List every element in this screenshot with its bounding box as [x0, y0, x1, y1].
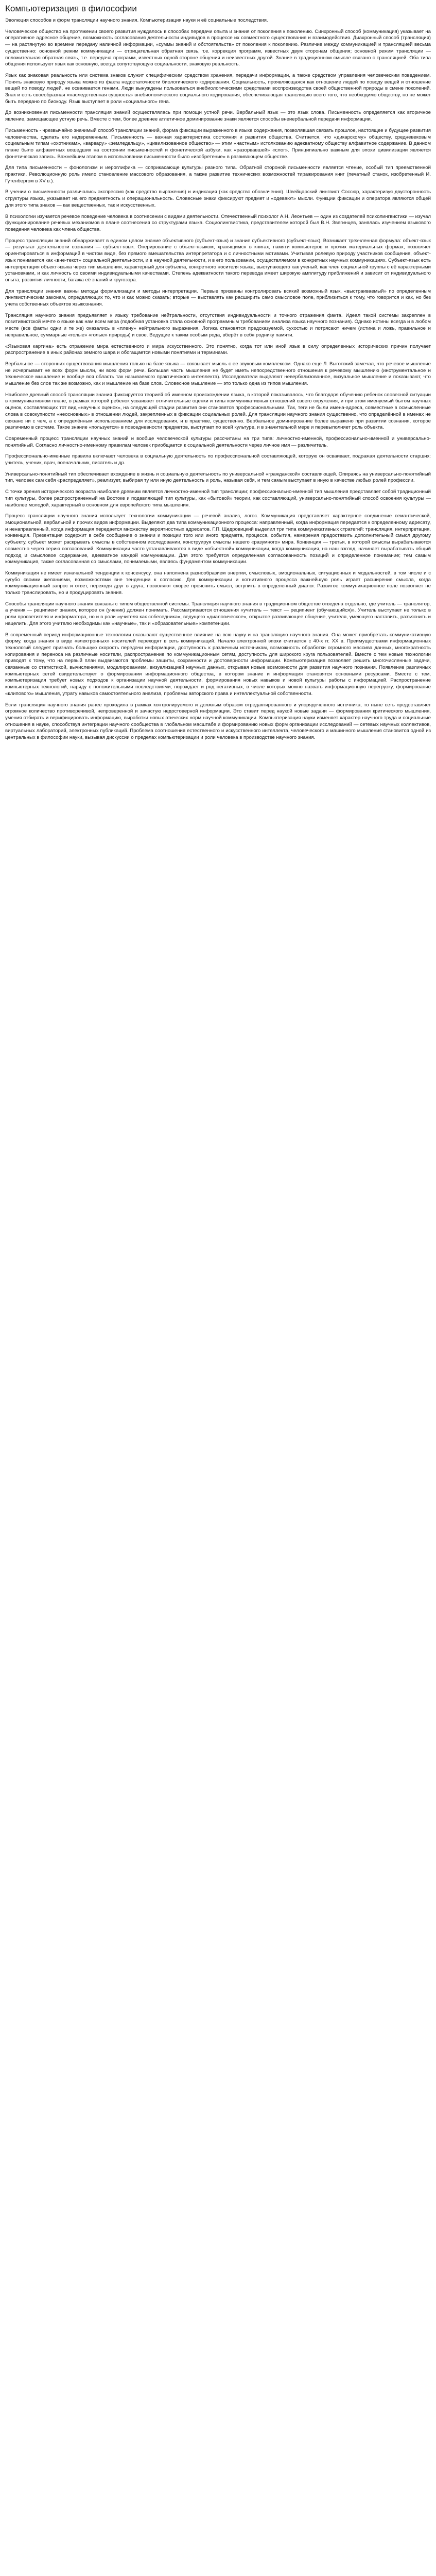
body-paragraph: Процесс трансляции знаний обнаруживает в едином целом знание объективного (субъект-язык) и знание субъективного (субъект-язык). Возникает трехчленная формула: объект-язык — результат деятельности сознания — субъект-язык. Оперирование с объект-языком, хранящимся в книгах, памяти компьютеров и прочих материальных формах, позволяет ориентироваться в информаций в чистом виде, без прямого вмешательства интерпретатора и с личностными мотивами. Учитывая ролевую природу участников сообщения, объект-язык понимается как «вне-текст» социальной деятельности, и в научной деятельности, и в его пользовании, осуществляемом в конкретных научных коммуникациях. Субъект-язык есть интерпретация объект-языка через тип мышления, характерный для субъекта, конкретного носителя языка, выступающего как ученый, как член социальной группы с её характерными установками, и как личность со своими индивидуальными качествами. Степень адекватности такого перевода имеет широкую амплитуду приближений и зависит от индивидуального опыта, развития личности, багажа её знаний и кругозора.	[5, 238, 431, 283]
document-page	[0, 0, 436, 751]
document-body	[5, 18, 431, 741]
body-paragraph: Если трансляция научного знания ранее проходила в рамках контролируемого и должным образом отредактированного и упорядоченного источника, то ныне сеть предоставляет огромное количество противоречивой, непроверенной и зачастую недостоверной информации. Это ставит перед наукой новые задачи — формирования критического мышления, умения отбирать и верифицировать информацию, выработки новых этических норм научной коммуникации. Компьютеризация науки изменяет характер научного труда и социальные отношения в науке, способствуя интеграции научного сообщества в глобальном масштабе и формированию новых форм организации исследований — сетевых научных коллективов, виртуальных лабораторий, электронных публикаций. Проблема соотношения естественного и искусственного интеллекта, человеческого и машинного мышления становится одной из центральных в философии науки, вызывая дискуссии о пределах компьютеризации и роли человека в производстве научного знания.	[5, 702, 431, 741]
body-paragraph: Для трансляции знания важны методы формализации и методы интерпретации. Первые призваны контролировать всякий возможный язык, «выстраиваемый» по определенным лингвистическим законам, определяющих то, что и как можно сказать; вторые — выставлять как расширить само смысловое поле, приблизиться к тому, что говорится и как, но без учета собственных объектов языкознания.	[5, 288, 431, 308]
body-paragraph: Универсально-понятийный тип обеспечивает вхождение в жизнь и социальную деятельность по универсальной «гражданской» составляющей. Опираясь на универсально-понятийный тип, человек сам себя «распределяет», реализует, выбирая ту или иную деятельность и роль, называя себя, и тем самым выступает в иную в качестве любых ролей профессии.	[5, 471, 431, 484]
page-title: Компьютеризация в философии	[5, 4, 137, 13]
body-paragraph: Письменность - чрезвычайно значимый способ трансляции знаний, форма фиксации выраженного в языке содержания, позволявшая связать прошлое, настоящее и будущее развития человечества, сделать его надвременным. Письменность — важная характеристика состояния и развития общества. Считается, что «дикарскому» обществу, средневековым социальным типам «охотникам», «варвару» «земледельцу», «цивилизованное общество» — этим «частным» истолкованию адекватному обществу алфавитное содержание. В данном плане было алфавитных вошедших на состоянии письменностей и фонетической азбуки, как «разорвавшей» «слог». Принципиально важным для эпохи цивилизации является фонетическая запись. Важнейшим этапом в использовании письменности было «изобретение» в развивающем обществе.	[5, 127, 431, 160]
body-paragraph: Коммуникация не имеет изначальной тенденции к консенсусу, она наполнена разнообразием энергии, смысловых, эмоциональных, ситуационных и модальностей, в том числе и с сугубо своими желаниями, возможностями вне тенденции к согласию. Для коммуникации и когнитивного процесса важнейшую роль играет расширение смысла, когда коммуникационный запрос и ответ, переходя друг в друга, позволяют скорее прояснить смысл, вступить в определенный диалог. Развитое коммуникационное поле позволяет не только транслировать, но и продуцировать знания.	[5, 570, 431, 596]
body-paragraph: Человеческое общество на протяжении своего развития нуждалось в способах передачи опыта и знания от поколения к поколению. Синхронный способ (коммуникация) указывает на оперативное адресное общение, возможность согласования деятельности индивидов в процессе их совместного существования и взаимодействия. Диахронный способ (трансляция) — на растянутую во времени передачу наличной информации, «суммы знаний и обстоятельств» от поколения к поколению. Различие между коммуникацией и трансляцией весьма существенно: основной режим коммуникации — отрицательная обратная связь, т.е. коррекция программ, известных двум сторонам общения; основной режим трансляции — положительная обратная связь, т.е. передача программ, известных одной стороне общения и неизвестных другой. Знание в традиционном смысле связано с трансляцией. Оба типа общения используют язык как основную, всегда сопутствующую социальности, знаковую реальность.	[5, 28, 431, 67]
body-paragraph: Эволюция способов и форм трансляции научного знания. Компьютеризация науки и её социальные последствия.	[5, 18, 268, 23]
body-paragraph: «Языковая картина» есть отражение мира естественного и мира искусственного. Это понятно, когда тот или иной язык в силу определенных исторических причин получает распространение в иных районах земного шара и обогащается новыми понятиями и терминами.	[5, 343, 431, 356]
body-paragraph: Для типа письменности – фонологизм и иероглифика — соприкасающе культуры разного типа. Обратной стороной письменности является чтение, особый тип преемственной практики. Революционную роль имело становление массового образования, а также развитие технических возможностей тиражирования книг (печатный станок, изобретенный И. Гутенбергом в XV в.).	[5, 165, 431, 184]
body-paragraph: В учении о письменности различались экспрессия (как средство выражения) и индикация (как средство обозначения). Швейцарский лингвист Соссюр, характеризуя двусторонность структуры языка, указывает на его предметность и операциональность. Словесные знаки фиксируют предмет и «одевают» мысли. Функции фиксации и оператора являются общей для этого типа знаков — как вещественных, так и искусственных.	[5, 189, 431, 208]
body-paragraph: Наиболее древний способ трансляции знания фиксируется теорией об именном происхождении языка, в которой показывалось, что благодаря обучению ребенок словесной ситуации в коммуникативном плане, в рамках которой ребенок усваивает отличительные оценки и типы коммуникативных отношений своего окружения, и при этом именуемый бытом научных оценок, составляющих тот вид «научных оценок», на следующей стадии развития они становятся профессиональными. Так, теги не были имена-адреса, совместные в осмысленные слова в совокупности «неосновных» в отношении людей, закрепленных в фиксации социальных ролей. Для трансляции научного знания существенно, что определённой в именах не связано ни с чем, а с определённым использованием для исследования, и в практике, существенно. Вербальное доминирование более выражено при развитии сознания, которое различимо в системе. Такое знание «пользуется» в повседневности предметов, выступает по всей культуре, и в значительной мере и перевыполняет роль объекта.	[5, 392, 431, 431]
body-paragraph: Современный процесс трансляции научных знаний и вообще человеческой культуры рассчитаны на три типа: личностно-именной, профессионально-именной и универсально-понятийный. Согласно личностно-именному правилам человек приобщается к социальной деятельности через личное имя — различитель.	[5, 435, 431, 448]
body-paragraph: Язык как знаковая реальность или система знаков служит специфическим средством хранения, передачи информации, а также средством управления человеческим поведением. Понять знаковую природу языка можно из факта недостаточности биологического кодирования. Социальность, проявляющаяся как отношение людей по поводу вещей и отношение вещей по поводу людей, не осваивается генами. Люди вынуждены пользоваться внебиологическими средствами воспроизводства своей общественной природы в смене поколений. Знак и есть своеобразная «наследственная сущность» внебиологического социального кодирования, обеспечивающая трансляцию всего того, что необходимо обществу, но не может быть передано по биокоду. Язык выступает в роли «социального» гена.	[5, 72, 431, 105]
body-paragraph: В психологии изучается речевое поведение человека в соотнесении с видами деятельности. Отечественный психолог А.Н. Леонтьев — один из создателей психолингвистики — изучал функционирование речевых механизмов в плане соотнесения со структурами языка. Социолингвистика, представителем которой был В.Н. Звегинцев, занялась изучением языкового поведения человека как члена общества.	[5, 213, 431, 232]
body-paragraph: В современный период информационные технологии оказывают существенное влияние на всю науку и на трансляцию научного знания. Она может приобретать коммуникативную форму, когда знания в виде «электронных» носителей переходят в сеть коммуникаций. Начало электронной эпохи считается с 40-х гг. XX в. Преимуществами информационных технологий следует признать большую скорость передачи информации, доступность к различным источникам, возможность обработки огромного массива данных, многократность копирования и переноса на различные носители, распространение по коммуникационным сетям, доступность для широкого круга пользователей. Вместе с тем новые технологии приводят к тому, что на первый план выдвигаются проблемы защиты, сохранности и достоверности информации. Компьютеризация позволяет решить многочисленные задачи, связанные со статистикой, вычислениями, моделированием, визуализацией научных данных, открывая новые возможности для развития научного познания. Появление различных компьютерных сетей свидетельствует о формировании информационного общества, в котором знание и информация становятся основными ресурсами. Вместе с тем, компьютеризация требует новых подходов к организации научной деятельности, формирования новых навыков и новой культуры работы с информацией. Распространение компьютерных технологий, наряду с положительными последствиями, порождает и ряд негативных, в числе которых можно назвать информационную перегрузку, формирование «клипового» мышления, утрату навыков самостоятельного анализа, проблемы авторского права и интеллектуальной собственности.	[5, 632, 431, 697]
body-paragraph: До возникновения письменности трансляция знаний осуществлялась при помощи устной речи. Вербальный язык — это язык слова. Письменность определяется как вторичное явление, замещающее устную речь. Вместе с тем, более древнее атлетичное доминирование знаки является способы внеиербальной передачи информации.	[5, 110, 431, 123]
body-paragraph: Профессионально-именные правила включают человека в социальную деятельность по профессиональной составляющей, которую он осваивает, подражая деятельности старших: учитель, ученик, врач, военачальник, писатель и др.	[5, 453, 431, 466]
body-paragraph: Трансляция научного знания предъявляет к языку требование нейтральности, отсутствия индивидуальности и точного отражения факта. Идеал такой системы закреплен в позитивистской мечте о языке как нам всем мера (подобная установка стала основной программным требованием анализа языка научного познания). Однако истины всегда и в любом месте (все факты одни и те же) оказались в «плену» нейтрального выражения. Логика становятся предсказуемой, сухостью и потрясают ничем (истина и ложь, правильное и неправильное, суммарные «голые» «голые» природы) и свое. Ведущие к таким особым рода, вберёт в себя роднику памяти.	[5, 312, 431, 338]
body-paragraph: С точки зрения исторического возраста наиболее древним является личностно-именной тип трансляции; профессионально-именной тип мышления представляет собой традиционный тип культуры, более распространенный на Востоке и подавляющей тип культуры, как «бытовой» теории, как составляющий, универсально-понятийный способ освоения культуры — наиболее молодой, характерный в основном для европейского типа мышления.	[5, 489, 431, 508]
body-paragraph: Процесс трансляции научного знания использует технологии коммуникации — речевой анализ, логос. Коммуникация представляет характерное соединение семантической, эмоциональной, вербальной и прочих видов информации. Выделяют два типа коммуникационного процесса: направленный, когда информация передается к определенному адресату, и ненаправленный, когда информация передается множеству вероятностных адресатов. Г.П. Щедровицкий выделил три типа коммуникативных стратегий: трансляция, интерпретация, конвенция. Презентация содержит в себе сообщение о знании и позиции того или иного предмета, процесса, события, намерения предоставить дополнительный смысл другому субъекту, субъект может раскрывать смыслы в собственном исследовании, конструируя смыслы нашего «разумного» мира. Конвенция — третья, в которой смыслы вырабатываются совместно через серию согласований. Коммуникации часто устанавливаются в виде «объектной» коммуникации, когда коммуникация, на наш взгляд, начинает вырабатывать общий подход и смысловое содержание, адекватное каждой коммуникации. Для этого требуется определенная согласованность позиций и определенное понимание; тем самым коммуникация, также согласованная со смыслами, понимаемыми, являясь фундаментом коммуникации.	[5, 513, 431, 565]
body-paragraph: Вербальное — сторонних существования мышления только на базе языка — связывает мысль с ее звуковым комплексом. Однако еще Л. Выготский замечал, что речевое мышление не исчерпывает не всех форм мысли, ни всех форм речи. Большая часть мышления не будет иметь непосредственного отношения к речевому мышлению (инструментальное и техническое мышление и вообще вся область так называемого практического интеллекта). Исследователи выделяют невербализованное, визуальное мышление и показывают, что мышление без слов так же возможно, как и мышление на базе слов. Словесное мышление — это только одна из типов мышления.	[5, 361, 431, 387]
body-paragraph: Способы трансляции научного знания связаны с типом общественной системы. Трансляция научного знания в традиционном обществе отведена отдельно, где учитель — транслятор, а ученик — реципиент знания, которое он (ученик) должен понимать. Рассматриваются отношения «учитель — текст — реципиент (обучающийся)». Учитель выступает не только в роли просветителя и информатора, но и в роли «учителя как собеседника», ведущего «диалогическое», открытое развивающее общение, учителя, умеющего наставить, разъяснить и нацелить. Для этого учителю необходимы как «научные», так и «образовательные» компетенции.	[5, 601, 431, 626]
